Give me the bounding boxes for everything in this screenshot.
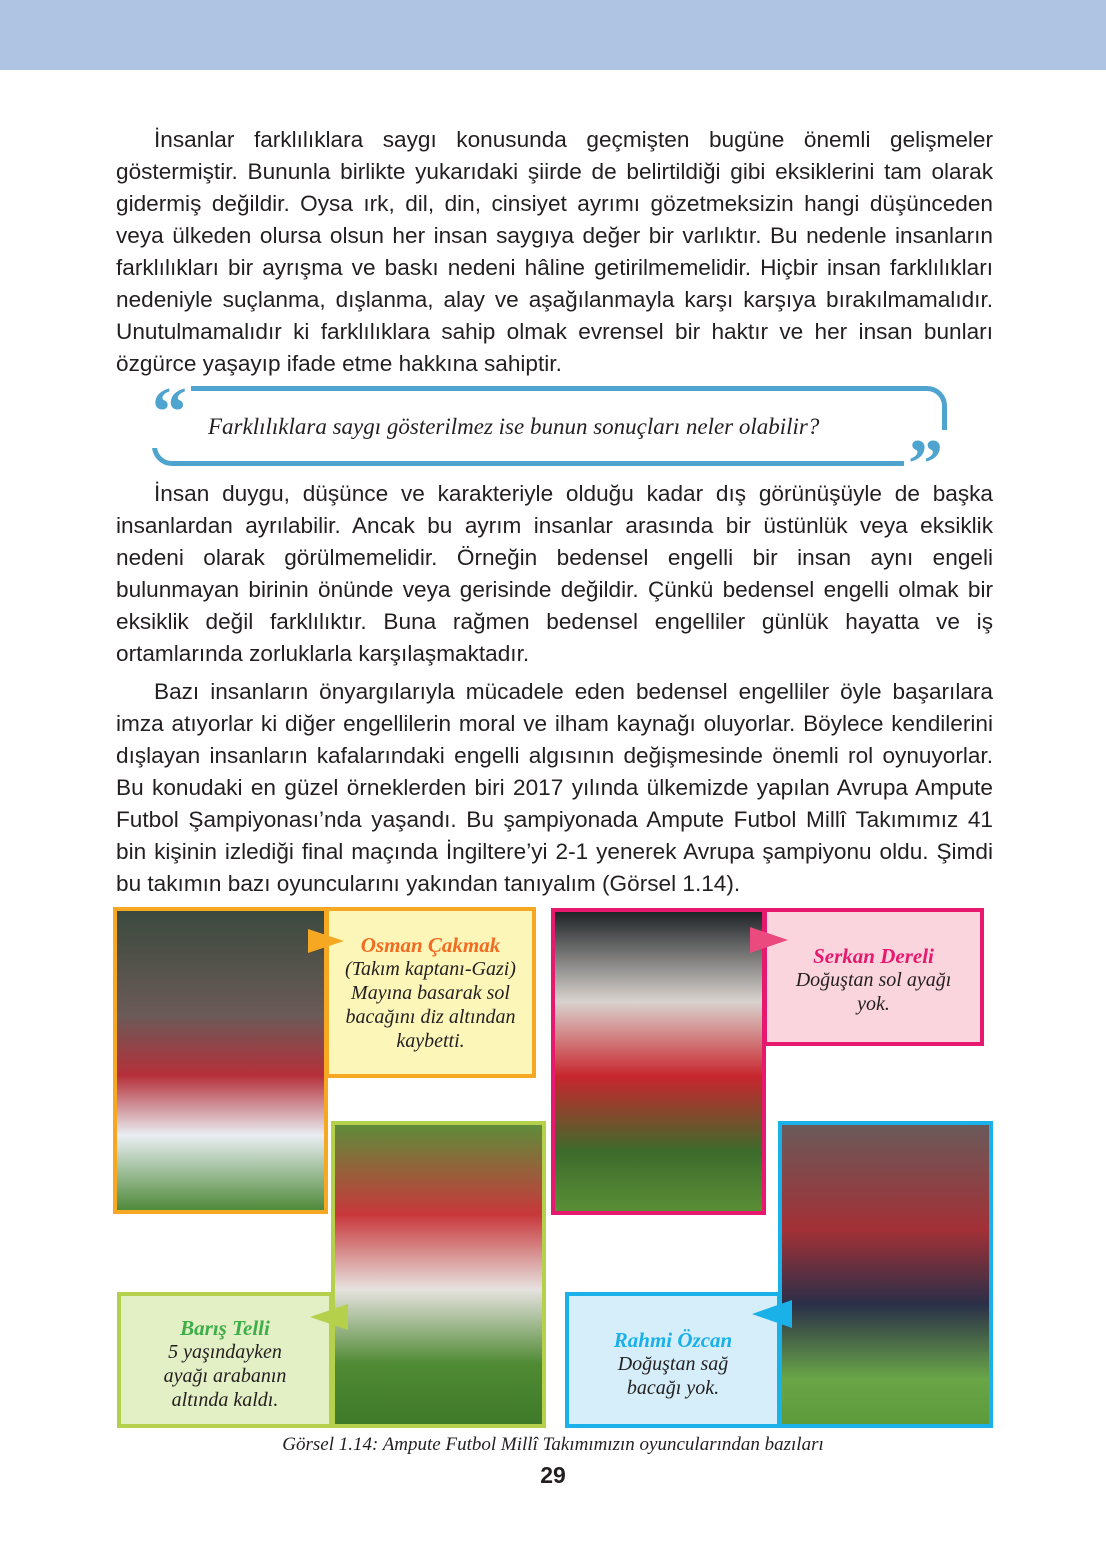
arrow-right-icon bbox=[308, 929, 344, 953]
photo-rahmi-ozcan bbox=[778, 1121, 993, 1428]
open-quote-icon: “ bbox=[148, 378, 191, 448]
info-line: (Takım kaptanı-Gazi) bbox=[345, 958, 516, 980]
player-name: Osman Çakmak bbox=[360, 933, 501, 957]
paragraph-3: Bazı insanların önyargılarıyla mücadele eden bedensel engelliler öyle başarılara imza atıyorlar ki diğer engellilerin moral ve ilham kaynağı oluyorlar. Böylece kendilerini dışlayan insanların kafalarındaki engelli algısının değişmesinde önemli rol oynuyorlar. Bu konudaki en güzel örneklerden biri 2017 yılında ülkemizde yapılan Avrupa Ampute Futbol Şampiyonası’nda yaşandı. Bu şampiyonada Ampute Futbol Millî Takımımız 41 bin kişinin izlediği final maçında İngiltere’yi 2-1 yenerek Avrupa şampiyonu oldu. Şimdi bu takımın bazı oyuncularını yakından tanıyalım (Görsel 1.14). bbox=[116, 679, 993, 896]
player-name: Barış Telli bbox=[180, 1316, 270, 1340]
info-line: altında kaldı. bbox=[171, 1389, 279, 1411]
paragraph-1: İnsanlar farklılıklara saygı konusunda geçmişten bugüne önemli gelişmeler göstermiştir. Bununla birlikte yukarıdaki şiirde de belirtildiği gibi eksiklerini tam olarak gidermiş değildir. Oysa ırk, dil, din, cinsiyet ayrımı gözetmeksizin hangi düşünceden veya ülkeden olursa olsun her insan saygıya değer bir varlıktır. Bu nedenle insanların farklılıkları bir ayrışma ve baskı nedeni hâline getirilmemelidir. Hiçbir insan farklılıkları nedeniyle suçlanma, dışlanma, alay ve aşağılanmayla karşı karşıya bırakılmamalıdır. Unutulmamalıdır ki farklılıklara sahip olmak evrensel bir haktır ve her insan bunları özgürce yaşayıp ifade etme hakkına sahiptir. bbox=[116, 127, 993, 376]
question-text: Farklılıklara saygı gösterilmez ise bunun sonuçları neler olabilir? bbox=[208, 414, 820, 439]
page-number: 29 bbox=[540, 1462, 566, 1488]
arrow-right-icon bbox=[750, 927, 788, 953]
info-line: bacağı yok. bbox=[626, 1377, 720, 1399]
info-line: Doğuştan sol ayağı bbox=[795, 969, 952, 991]
info-box-osman-cakmak bbox=[325, 907, 536, 1078]
info-line: Mayına basarak sol bbox=[351, 982, 510, 1004]
photo-serkan-dereli bbox=[551, 908, 766, 1215]
info-line: ayağı arabanın bbox=[163, 1365, 287, 1387]
header-band bbox=[0, 0, 1106, 70]
player-name: Rahmi Özcan bbox=[613, 1328, 733, 1352]
info-box-rahmi-ozcan bbox=[565, 1292, 781, 1428]
photo-osman-cakmak bbox=[113, 907, 328, 1214]
player-name: Serkan Dereli bbox=[813, 944, 934, 968]
arrow-left-icon bbox=[752, 1300, 792, 1328]
info-line: bacağını diz altından bbox=[345, 1006, 516, 1028]
info-box-baris-telli bbox=[117, 1292, 333, 1428]
arrow-left-icon bbox=[310, 1304, 348, 1330]
close-quote-icon: ” bbox=[904, 430, 947, 500]
info-line: 5 yaşındayken bbox=[168, 1341, 282, 1363]
paragraph-2: İnsan duygu, düşünce ve karakteriyle olduğu kadar dış görünüşüyle de başka insanlardan ayrılabilir. Ancak bu ayrım insanlar arasında bir üstünlük veya eksiklik nedeni olarak görülmemelidir. Örneğin bedensel engelli bir insan aynı engeli bulunmayan birinin önünde veya gerisinde değildir. Çünkü bedensel engelli olmak bir eksiklik değil farklılıktır. Buna rağmen bedensel engelliler günlük hayatta ve iş ortamlarında zorluklarla karşılaşmaktadır. bbox=[116, 481, 993, 666]
photo-baris-telli bbox=[331, 1121, 546, 1428]
info-line: Doğuştan sağ bbox=[617, 1353, 729, 1375]
figure-caption: Görsel 1.14: Ampute Futbol Millî Takımımızın oyuncularından bazıları bbox=[282, 1434, 824, 1455]
info-line: yok. bbox=[857, 993, 890, 1015]
info-box-serkan-dereli bbox=[763, 908, 984, 1046]
info-line: kaybetti. bbox=[396, 1030, 465, 1052]
